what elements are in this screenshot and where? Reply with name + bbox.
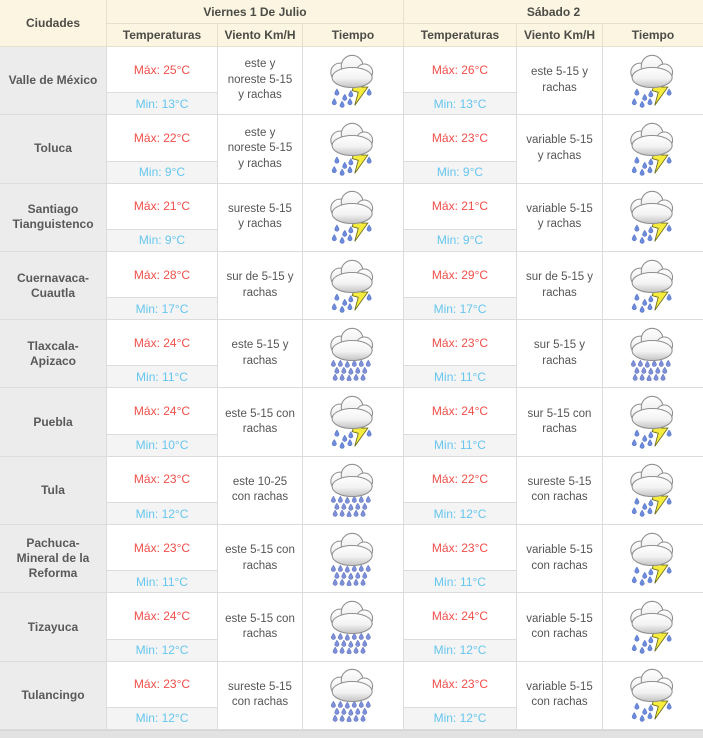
friday-wind-text: este 5-15 con rachas: [218, 525, 303, 593]
friday-temperature-cell: [107, 184, 218, 252]
friday-max-temp: Máx: 24°C: [107, 320, 217, 365]
saturday-temperature-cell: [404, 252, 517, 320]
friday-min-temp: Min: 12°C: [107, 502, 217, 524]
table-row: [0, 252, 703, 320]
saturday-wind-text: variable 5-15 y rachas: [517, 184, 603, 252]
friday-max-temp: Máx: 23°C: [107, 662, 217, 707]
saturday-max-temp: Máx: 21°C: [404, 184, 516, 229]
saturday-wind-text: variable 5-15 con rachas: [517, 525, 603, 593]
city-name: Puebla: [0, 388, 107, 456]
friday-temperature-cell: [107, 320, 218, 388]
header-wind-friday: Viento Km/H: [218, 24, 303, 47]
saturday-weather-cell: [603, 320, 703, 388]
saturday-max-temp: Máx: 29°C: [404, 252, 516, 297]
friday-wind-text: sureste 5-15 con rachas: [218, 662, 303, 730]
friday-wind-text: este y noreste 5-15 y rachas: [218, 115, 303, 183]
saturday-min-temp: Min: 17°C: [404, 297, 516, 319]
saturday-min-temp: Min: 9°C: [404, 229, 516, 251]
header-day-saturday: Sábado 2: [404, 0, 703, 24]
header-day-friday: Viernes 1 De Julio: [107, 0, 404, 24]
saturday-max-temp: Máx: 24°C: [404, 388, 516, 433]
friday-max-temp: Máx: 21°C: [107, 184, 217, 229]
saturday-wind-text: sureste 5-15 con rachas: [517, 457, 603, 525]
table-header: [0, 0, 703, 47]
city-name: Santiago Tianguistenco: [0, 184, 107, 252]
table-row: [0, 47, 703, 115]
city-name: Toluca: [0, 115, 107, 183]
friday-temperature-cell: [107, 457, 218, 525]
saturday-max-temp: Máx: 22°C: [404, 457, 516, 502]
saturday-wind-text: variable 5-15 con rachas: [517, 662, 603, 730]
saturday-max-temp: Máx: 23°C: [404, 662, 516, 707]
friday-wind-text: este 10-25 con rachas: [218, 457, 303, 525]
heavy-rain-cloud-icon: [324, 668, 382, 722]
city-name: Tizayuca: [0, 593, 107, 661]
friday-temperature-cell: [107, 115, 218, 183]
saturday-temperature-cell: [404, 320, 517, 388]
storm-cloud-lightning-icon: [624, 600, 682, 654]
storm-cloud-lightning-icon: [624, 668, 682, 722]
saturday-wind-text: sur 5-15 y rachas: [517, 320, 603, 388]
saturday-weather-cell: [603, 662, 703, 730]
header-temperatures-saturday: Temperaturas: [404, 24, 517, 47]
saturday-weather-cell: [603, 457, 703, 525]
storm-cloud-lightning-icon: [624, 190, 682, 244]
friday-temperature-cell: [107, 662, 218, 730]
saturday-temperature-cell: [404, 184, 517, 252]
saturday-weather-cell: [603, 47, 703, 115]
friday-wind-text: sureste 5-15 y rachas: [218, 184, 303, 252]
saturday-weather-cell: [603, 388, 703, 456]
saturday-temperature-cell: [404, 593, 517, 661]
storm-cloud-lightning-icon: [624, 395, 682, 449]
storm-cloud-lightning-icon: [624, 259, 682, 313]
friday-temperature-cell: [107, 593, 218, 661]
storm-cloud-lightning-icon: [624, 54, 682, 108]
saturday-temperature-cell: [404, 388, 517, 456]
friday-weather-cell: [303, 320, 404, 388]
friday-wind-text: este 5-15 con rachas: [218, 593, 303, 661]
friday-max-temp: Máx: 22°C: [107, 115, 217, 160]
saturday-weather-cell: [603, 593, 703, 661]
saturday-wind-text: variable 5-15 y rachas: [517, 115, 603, 183]
saturday-temperature-cell: [404, 47, 517, 115]
friday-weather-cell: [303, 525, 404, 593]
city-name: Valle de México: [0, 47, 107, 115]
saturday-min-temp: Min: 12°C: [404, 502, 516, 524]
city-name: Tula: [0, 457, 107, 525]
storm-cloud-lightning-icon: [324, 54, 382, 108]
heavy-rain-cloud-icon: [624, 327, 682, 381]
saturday-min-temp: Min: 11°C: [404, 434, 516, 456]
header-weather-friday: Tiempo: [303, 24, 404, 47]
saturday-weather-cell: [603, 184, 703, 252]
storm-cloud-lightning-icon: [324, 190, 382, 244]
saturday-max-temp: Máx: 24°C: [404, 593, 516, 638]
saturday-min-temp: Min: 9°C: [404, 161, 516, 183]
friday-temperature-cell: [107, 525, 218, 593]
friday-wind-text: sur de 5-15 y rachas: [218, 252, 303, 320]
heavy-rain-cloud-icon: [324, 600, 382, 654]
friday-weather-cell: [303, 252, 404, 320]
saturday-min-temp: Min: 13°C: [404, 92, 516, 114]
saturday-min-temp: Min: 11°C: [404, 570, 516, 592]
storm-cloud-lightning-icon: [324, 259, 382, 313]
saturday-wind-text: sur 5-15 con rachas: [517, 388, 603, 456]
friday-min-temp: Min: 9°C: [107, 229, 217, 251]
friday-min-temp: Min: 11°C: [107, 570, 217, 592]
friday-weather-cell: [303, 184, 404, 252]
saturday-temperature-cell: [404, 115, 517, 183]
saturday-temperature-cell: [404, 525, 517, 593]
storm-cloud-lightning-icon: [324, 122, 382, 176]
header-weather-saturday: Tiempo: [603, 24, 703, 47]
friday-weather-cell: [303, 388, 404, 456]
storm-cloud-lightning-icon: [324, 395, 382, 449]
friday-temperature-cell: [107, 47, 218, 115]
storm-cloud-lightning-icon: [624, 463, 682, 517]
table-row: [0, 184, 703, 252]
friday-temperature-cell: [107, 252, 218, 320]
table-row: [0, 662, 703, 730]
saturday-weather-cell: [603, 252, 703, 320]
saturday-max-temp: Máx: 23°C: [404, 525, 516, 570]
friday-weather-cell: [303, 115, 404, 183]
saturday-min-temp: Min: 11°C: [404, 365, 516, 387]
table-row: [0, 320, 703, 388]
saturday-temperature-cell: [404, 457, 517, 525]
saturday-min-temp: Min: 12°C: [404, 639, 516, 661]
saturday-wind-text: este 5-15 y rachas: [517, 47, 603, 115]
friday-max-temp: Máx: 25°C: [107, 47, 217, 92]
friday-min-temp: Min: 12°C: [107, 707, 217, 729]
saturday-wind-text: variable 5-15 con rachas: [517, 593, 603, 661]
friday-temperature-cell: [107, 388, 218, 456]
table-row: [0, 593, 703, 661]
saturday-weather-cell: [603, 525, 703, 593]
table-row: [0, 525, 703, 593]
friday-min-temp: Min: 11°C: [107, 365, 217, 387]
table-body: [0, 47, 703, 730]
header-temperatures-friday: Temperaturas: [107, 24, 218, 47]
saturday-max-temp: Máx: 26°C: [404, 47, 516, 92]
saturday-weather-cell: [603, 115, 703, 183]
storm-cloud-lightning-icon: [624, 122, 682, 176]
friday-min-temp: Min: 9°C: [107, 161, 217, 183]
friday-weather-cell: [303, 593, 404, 661]
city-name: Tulancingo: [0, 662, 107, 730]
friday-max-temp: Máx: 23°C: [107, 457, 217, 502]
friday-min-temp: Min: 13°C: [107, 92, 217, 114]
friday-min-temp: Min: 10°C: [107, 434, 217, 456]
saturday-max-temp: Máx: 23°C: [404, 320, 516, 365]
saturday-min-temp: Min: 12°C: [404, 707, 516, 729]
city-name: Tlaxcala-Apizaco: [0, 320, 107, 388]
saturday-temperature-cell: [404, 662, 517, 730]
saturday-wind-text: sur de 5-15 y rachas: [517, 252, 603, 320]
friday-max-temp: Máx: 24°C: [107, 388, 217, 433]
table-row: [0, 115, 703, 183]
table-row: [0, 457, 703, 525]
table-row: [0, 388, 703, 456]
heavy-rain-cloud-icon: [324, 327, 382, 381]
friday-weather-cell: [303, 457, 404, 525]
storm-cloud-lightning-icon: [624, 532, 682, 586]
friday-min-temp: Min: 12°C: [107, 639, 217, 661]
city-name: Cuernavaca-Cuautla: [0, 252, 107, 320]
friday-weather-cell: [303, 47, 404, 115]
friday-min-temp: Min: 17°C: [107, 297, 217, 319]
friday-wind-text: este 5-15 con rachas: [218, 388, 303, 456]
heavy-rain-cloud-icon: [324, 532, 382, 586]
header-cities: Ciudades: [0, 0, 107, 47]
friday-wind-text: este 5-15 y rachas: [218, 320, 303, 388]
friday-max-temp: Máx: 23°C: [107, 525, 217, 570]
heavy-rain-cloud-icon: [324, 463, 382, 517]
friday-max-temp: Máx: 24°C: [107, 593, 217, 638]
friday-wind-text: este y noreste 5-15 y rachas: [218, 47, 303, 115]
friday-weather-cell: [303, 662, 404, 730]
city-name: Pachuca- Mineral de la Reforma: [0, 525, 107, 593]
header-wind-saturday: Viento Km/H: [517, 24, 603, 47]
friday-max-temp: Máx: 28°C: [107, 252, 217, 297]
saturday-max-temp: Máx: 23°C: [404, 115, 516, 160]
